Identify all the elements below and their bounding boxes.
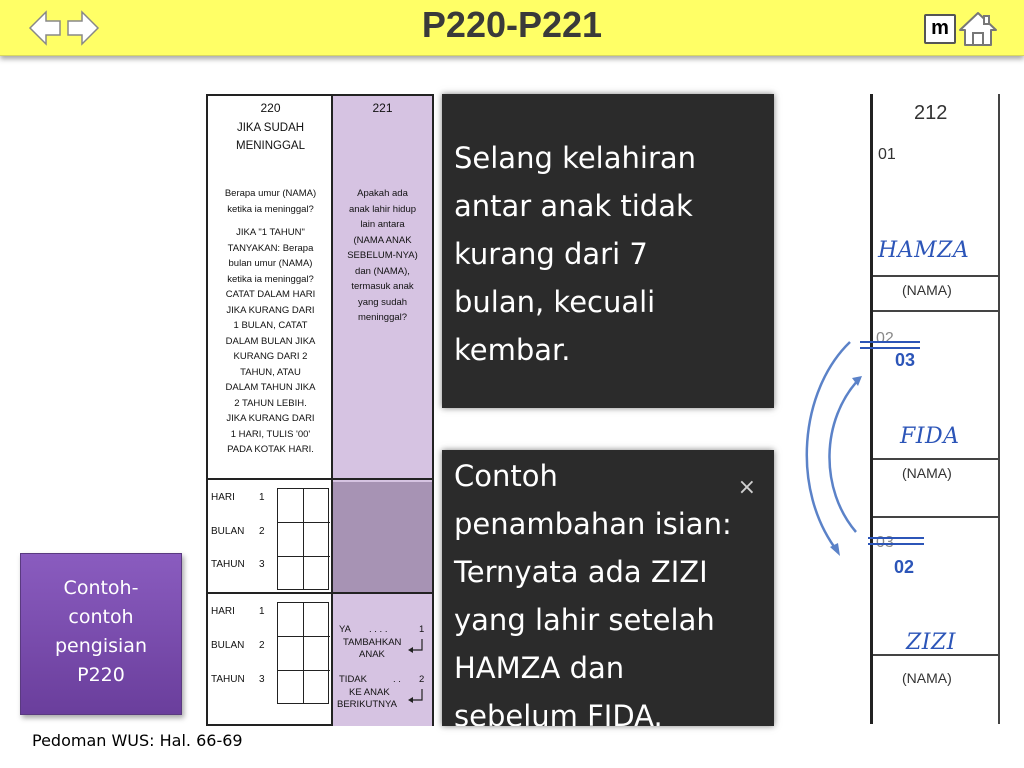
q220-text-line: KURANG DARI 2: [233, 351, 308, 362]
unit-label: BULAN: [211, 640, 245, 651]
questionnaire-form-p220-p221: [206, 94, 434, 726]
example-p220-button[interactable]: [20, 553, 182, 715]
example-button-line: P220: [77, 664, 125, 686]
option-ya-code: 1: [419, 624, 425, 635]
example-button-line: pengisian: [55, 635, 147, 657]
q221-text-line: meninggal?: [357, 312, 408, 323]
q220-number: 220: [260, 101, 281, 115]
q220-question-cell: [208, 96, 333, 480]
option-tidak-dots: . .: [393, 674, 401, 685]
row-divider: [873, 275, 999, 277]
answer-boxes: [277, 488, 329, 590]
q221-text-line: SEBELUM-NYA): [347, 250, 418, 261]
q220-header-2: MENINGGAL: [235, 140, 305, 152]
form-border: [998, 94, 1000, 724]
example-line: HAMZA dan: [454, 651, 625, 685]
example-callout: [442, 450, 774, 726]
nama-label: (NAMA): [902, 670, 952, 686]
q221-question-text: [333, 186, 432, 326]
q220-answer-grid-1: [208, 482, 333, 594]
answer-boxes: [277, 602, 329, 704]
q220-text-line: TAHUN, ATAU: [240, 366, 301, 378]
option-tidak: TIDAK: [339, 674, 367, 685]
m-button[interactable]: m: [924, 14, 956, 44]
rule-line: kembar.: [454, 333, 571, 367]
example-button-line: contoh: [68, 606, 134, 628]
q220-text-line: 1 HARI, TULIS '00': [230, 428, 311, 440]
return-arrow-icon: [407, 638, 425, 654]
q220-text-line: Berapa umur (NAMA): [224, 188, 317, 199]
q221-text-line: Apakah ada: [357, 188, 408, 199]
nama-label: (NAMA): [902, 282, 952, 298]
rule-line: kurang dari 7: [454, 237, 648, 271]
option-tidak-note-2: BERIKUTNYA: [337, 699, 398, 710]
example-line: sebelum FIDA.: [454, 699, 663, 726]
child-name-hamza: HAMZA: [878, 238, 970, 263]
child-name-zizi: ZIZI: [906, 630, 956, 655]
unit-code: 2: [259, 526, 265, 537]
unit-label: TAHUN: [211, 674, 245, 685]
example-line: yang lahir setelah: [454, 603, 715, 637]
q221-text-line: (NAMA ANAK: [353, 234, 412, 246]
q220-text-line: [208, 217, 333, 225]
line-number: 01: [878, 146, 896, 163]
q220-text-line: JIKA KURANG DARI: [226, 413, 315, 424]
new-line-number: 03: [895, 350, 916, 370]
q220-text-line: JIKA KURANG DARI: [226, 304, 315, 316]
rule-line: Selang kelahiran: [454, 141, 697, 175]
option-ya: YA: [339, 624, 351, 635]
swap-annotation: [780, 330, 930, 560]
header-bar: [0, 0, 1024, 56]
q220-text-line: DALAM BULAN JIKA: [225, 335, 316, 347]
unit-label: HARI: [211, 606, 235, 617]
q221-shaded-cell: [333, 482, 432, 594]
return-arrow-icon: [407, 688, 425, 704]
q221-question-cell: [333, 96, 432, 480]
example-line: Contoh: [454, 459, 558, 493]
rule-line: antar anak tidak: [454, 189, 693, 223]
q220-text-line: 2 TAHUN LEBIH.: [234, 397, 307, 409]
unit-code: 3: [259, 559, 265, 570]
q220-text-line: ketika ia meninggal?: [227, 273, 314, 285]
q221-text-line: anak lahir hidup: [348, 203, 417, 215]
unit-code: 1: [259, 492, 265, 503]
q220-text-line: TANYAKAN: Berapa: [227, 242, 314, 254]
q220-text-line: PADA KOTAK HARI.: [227, 444, 314, 455]
example-line: penambahan isian:: [454, 507, 732, 541]
unit-code: 1: [259, 606, 265, 617]
option-ya-dots: . . . .: [369, 624, 388, 635]
q220-header-1: JIKA SUDAH: [236, 122, 305, 134]
row-divider: [873, 310, 999, 312]
new-line-number: 02: [894, 557, 915, 577]
option-tidak-note-1: KE ANAK: [349, 687, 390, 698]
old-line-number: 03: [876, 534, 894, 551]
rule-callout: [442, 94, 774, 408]
q220-text-line: CATAT DALAM HARI: [225, 289, 316, 300]
q221-text-line: dan (NAMA),: [355, 265, 410, 277]
option-ya-note-1: TAMBAHKAN: [343, 637, 402, 648]
q220-text-line: JIKA "1 TAHUN": [236, 227, 305, 238]
q220-text-line: DALAM TAHUN JIKA: [225, 382, 316, 393]
rule-line: bulan, kecuali: [454, 285, 656, 319]
q221-text-line: termasuk anak: [351, 281, 414, 292]
unit-label: BULAN: [211, 526, 245, 537]
q221-number: 221: [372, 101, 393, 115]
q220-text-line: ketika ia meninggal?: [227, 203, 314, 215]
footer-reference: Pedoman WUS: Hal. 66-69: [32, 731, 243, 750]
q220-answer-grid-2: [208, 596, 333, 726]
unit-code: 2: [259, 640, 265, 651]
option-ya-note-2: ANAK: [359, 649, 385, 660]
example-line: Ternyata ada ZIZI: [454, 555, 708, 589]
q220-text-line: bulan umur (NAMA): [228, 258, 313, 269]
swap-arrow-down-icon: [807, 342, 850, 552]
old-line-number: 02: [876, 330, 894, 347]
swap-arrow-up-icon: [829, 378, 860, 532]
q221-text-line: lain antara: [360, 219, 405, 230]
column-220: [208, 96, 333, 724]
child-name-fida: FIDA: [900, 424, 960, 449]
home-icon[interactable]: [958, 10, 998, 48]
close-icon[interactable]: ×: [737, 475, 756, 500]
column-221: [333, 96, 432, 724]
form-header-number: 212: [914, 102, 948, 124]
q221-text-line: yang sudah: [357, 296, 408, 308]
unit-label: TAHUN: [211, 559, 245, 570]
unit-code: 3: [259, 674, 265, 685]
nama-label: (NAMA): [902, 465, 952, 481]
q221-options: [333, 596, 432, 726]
q220-text-line: 1 BULAN, CATAT: [233, 320, 308, 331]
unit-label: HARI: [211, 492, 235, 503]
q220-question-text: [208, 186, 333, 458]
option-tidak-code: 2: [419, 674, 425, 685]
page-title: P220-P221: [421, 4, 603, 45]
example-button-line: Contoh-: [63, 577, 139, 599]
